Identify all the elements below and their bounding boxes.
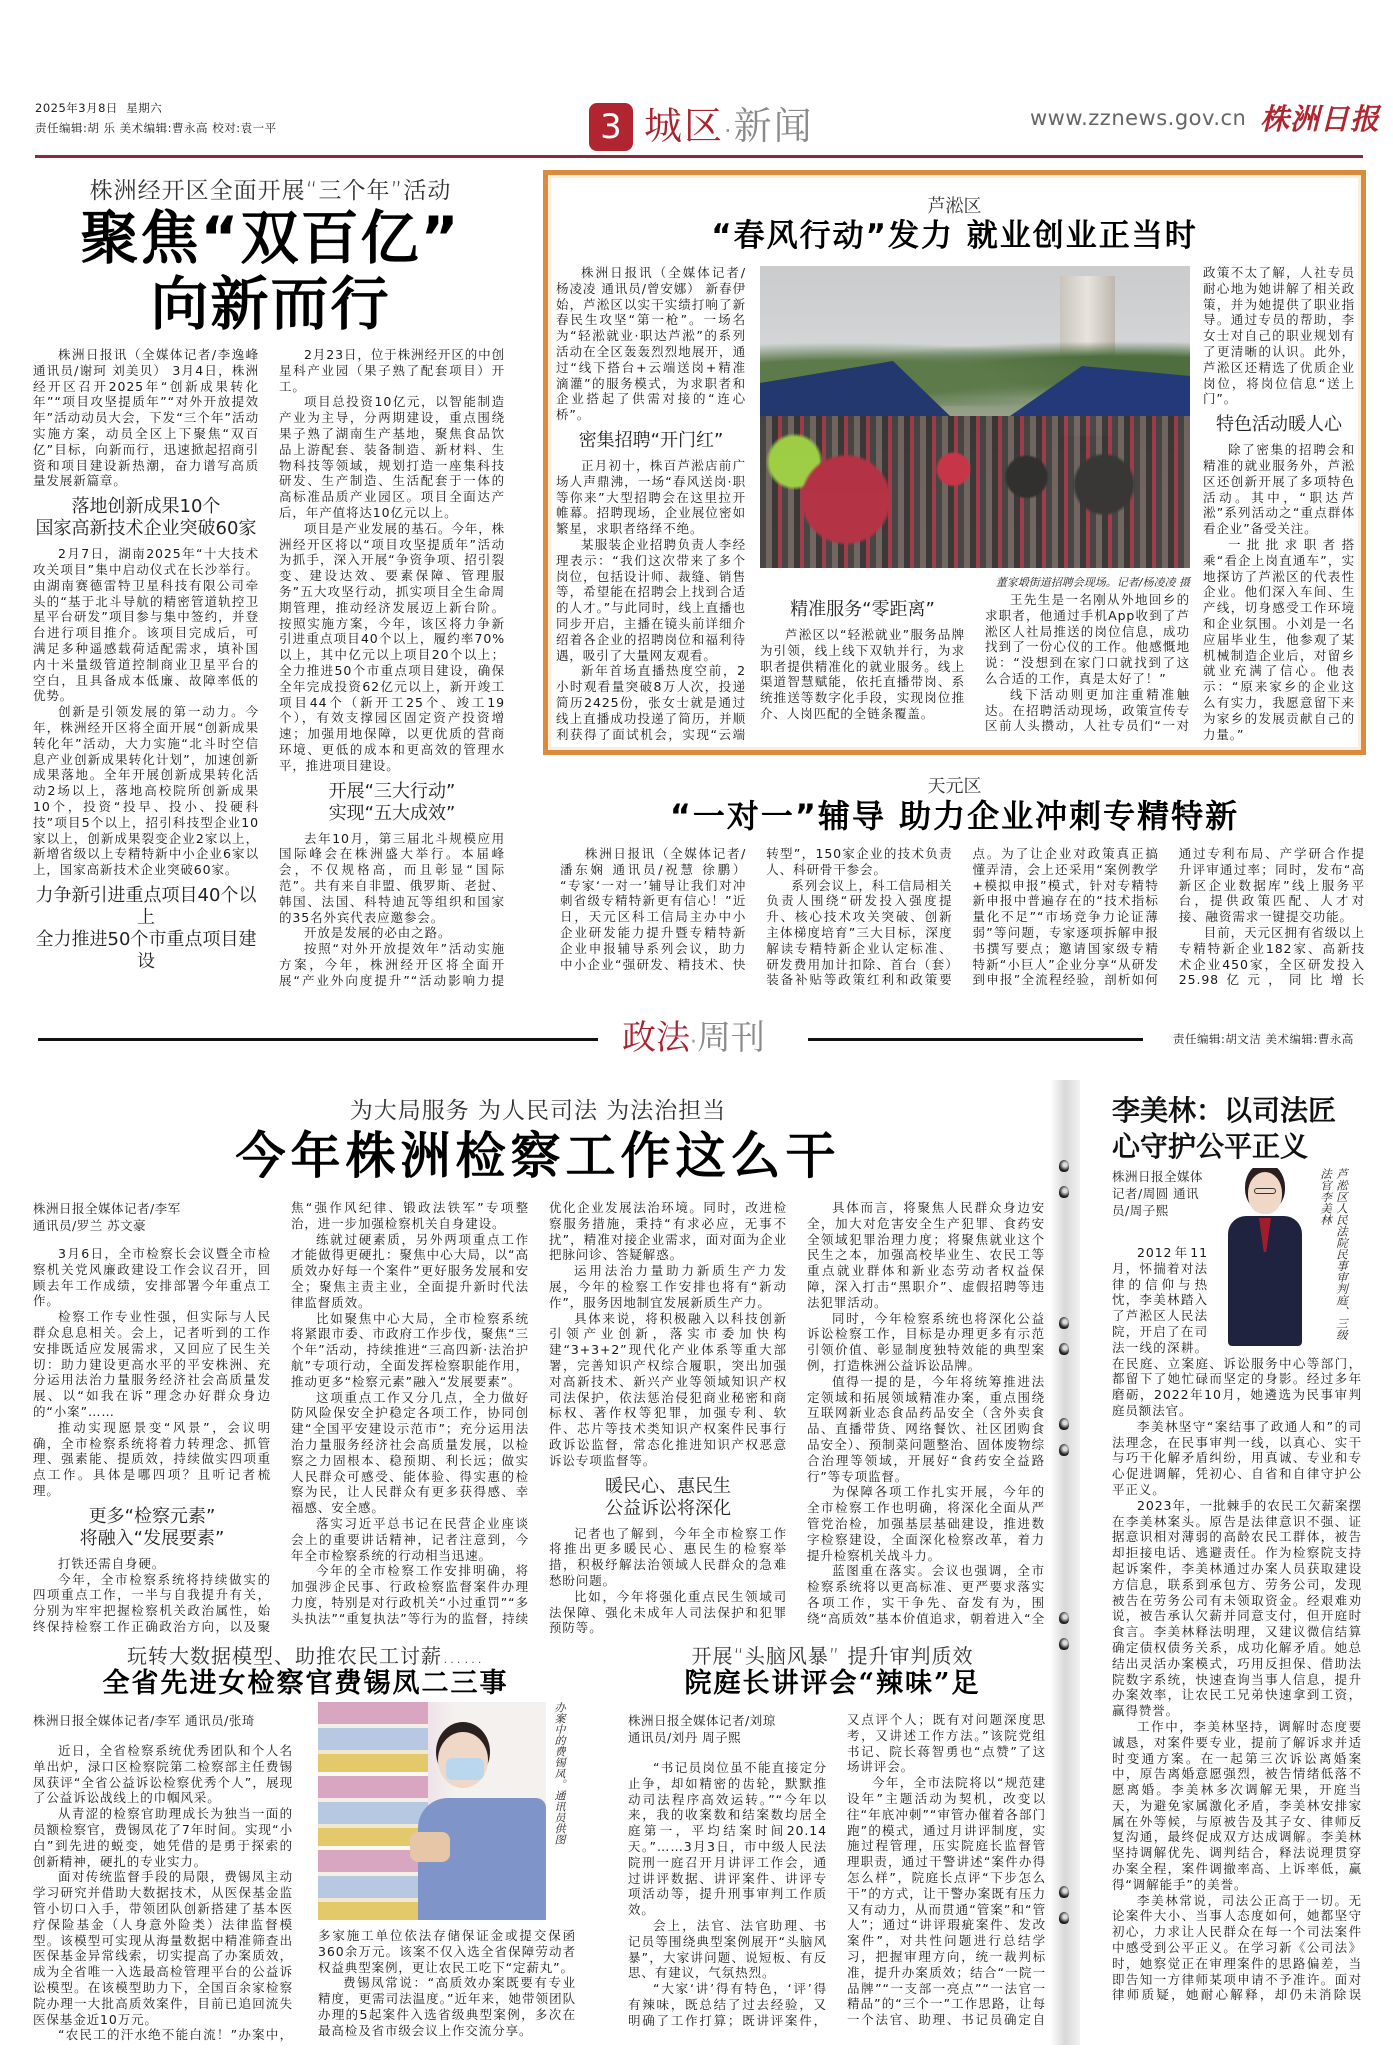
paragraph: 近日，全省检察系统优秀团队和个人名单出炉，渌口区检察院第二检察部主任费锡凤获评“全省公益诉讼检察优秀个人”，展现了公益诉讼战线上的巾帼风采。	[33, 1743, 293, 1806]
binder-strip	[1050, 1080, 1080, 2045]
paragraph: 蓝图重在落实。会议也强调，全市检察系统将以更高标准、更严要求落实各项工作，实干争先、奋发有为，围绕“高质效”基本价值追求，朝着进入“全	[807, 1563, 1045, 1626]
section-title-sub: 新闻	[733, 104, 814, 148]
paragraph: 为保障各项工作扎实开展，今年的全市检察工作也明确，将深化全面从严管党治检，加强基层基础建设，推进数字检察建设，全面深化检察改革，着力提升检察机关战斗力。	[807, 1484, 1045, 1563]
binder-ring-icon	[1059, 1886, 1069, 1898]
section-title-sub: 周刊	[697, 1018, 765, 1058]
subheading: 力争新引进重点项目40个以上 全力推进50个市重点项目建设	[35, 884, 257, 972]
section-title	[644, 100, 814, 157]
editor-credits: 责任编辑:胡 乐 美术编辑:曹永高 校对:袁一平	[35, 121, 277, 135]
paragraph: 按照“对外开放提效年”活动实施方案，今年，株洲经开区将全面开展“产业外向度提升”“活动影响力提	[279, 941, 505, 988]
paragraph: 比如，今年将强化重点民生领域司法保障、强化未成年人司法保护和犯罪预防等。	[549, 1588, 787, 1636]
paragraph: 王先生是一名刚从外地回乡的求职者，他通过手机App收到了芦淞区人社局推送的岗位信息，成功找到了一份心仪的工作。他感慨地说：“没想到在家门口就找到了这么合适的工作，真是太好了！”	[985, 592, 1190, 686]
byline-correspondent: 通讯员/罗兰 苏文豪	[33, 1218, 147, 1233]
article-body	[560, 846, 1365, 996]
district-label: 天元区	[927, 776, 982, 797]
photo-caption: 董家塅街道招聘会现场。记者/杨凌凌 摄	[995, 576, 1190, 589]
paragraph: 练就过硬素质，另外两项重点工作才能做得更硬扎：聚焦中心大局，以“高质效办好每一个案件”更好服务发展和安全；聚焦主责主业，全面提升新时代法律监督质效。	[291, 1231, 529, 1310]
portrait-glasses	[1254, 1188, 1276, 1194]
profile-paragraphs	[1112, 1245, 1362, 2003]
byline: 株洲日报全媒体记者/周圆 通讯员/周子熙	[1112, 1169, 1204, 1218]
photo-caption: 办案中的费锡凤。通讯员供图	[553, 1702, 566, 1845]
section-divider-right	[808, 1038, 1143, 1041]
article-headline: 院庭长讲评会“辣味”足	[684, 1668, 981, 1699]
paragraph: 2023年，一批棘手的农民工欠薪案摆在李美林案头。原告是法律意识不强、证据意识相对薄弱的高龄农民工群体，被告却拒接电话、逃避责任。作为检察院支持起诉案件，李美林通过办案人员获取建设方信息，联系到承包方、劳务公司，发现被告在劳务公司有未领取资金。经艰难劝说，被告承认欠薪并同意支付，但开庭时食言。李美林释法明理，又建议微信结算确定债权债务关系，成功化解矛盾。她总结出灵活办案模式，巧用反担保、借助法院数字系统，快速查询当事人信息，提升办案效率，让农民工兄弟快速拿到工资，赢得赞誉。	[1112, 1497, 1362, 1719]
binder-ring-icon	[1059, 1160, 1069, 1172]
paragraph: 株洲日报讯（全媒体记者/潘东娴 通讯员/祝慧 徐鹏） “专家‘一对一’辅导让我们对冲刺省级专精特新更有信心！”近日，天元区科工信局主办中小企业研发能力提升暨专精特新企业申报辅导系列会议，助力中小企业“强研发、精技术、快转型”，150家企业的技术负责人、科研骨干参会。	[560, 846, 953, 972]
section-title-main: 城区	[644, 104, 725, 148]
binder-ring-icon	[1059, 1317, 1069, 1329]
subheading: 开展“三大行动” 实现“五大成效”	[328, 780, 456, 824]
article-kicker: 玩转大数据模型、助推农民工讨薪……	[127, 1644, 484, 1668]
article-kicker: 株洲经开区全面开展“三个年”活动	[89, 178, 452, 204]
crowd-shape	[760, 416, 1190, 568]
profile-headline: 李美林：以司法匠心守护公平正义	[1112, 1094, 1337, 1163]
article-paragraphs	[33, 1200, 1045, 1640]
district-label: 芦淞区	[927, 196, 982, 217]
paragraph	[318, 2039, 576, 2040]
section-title-main: 政法	[622, 1018, 690, 1058]
binder-ring-icon	[1059, 1343, 1069, 1355]
article-body	[628, 1712, 1046, 2042]
paragraph: 开放是发展的必由之路。	[304, 925, 452, 941]
paragraph: 具体来说，将积极融入以科技创新引领产业创新，落实市委加快构建“3+3+2”现代化产业体系等重大部署，完善知识产权综合履职，突出加强对高新技术、新兴产业等领域知识产权司法保护，依法惩治侵犯商业秘密和商标权、著作权等犯罪，加强专利、软件、芯片等技术类知识产权案件民事行政诉讼监督，常态化推进知识产权恶意诉讼专项监督等。	[549, 1310, 787, 1468]
paragraph: 2月7日，湖南2025年“十大技术攻关项目”集中启动仪式在长沙举行。由湖南赛德雷特卫星科技有限公司牵头的“基于北斗导航的精密管道轨控卫星平台研发”项目参与集中签约，并登台进行项目推介。该项目完成后，可满足多种遥感载荷适配需求，填补国内十米量级管道控制商业卫星平台的空白，且具备成本低廉、故障率低的优势。	[33, 546, 259, 704]
paragraph: “书记员岗位虽不能直接定分止争，却如精密的齿轮，默默推动司法程序高效运转。”“今年以来，我的收案数和结案数均居全庭第一，平均结案时间20.14天。”……3月3日，市中级人民法院刑一庭召开月讲评工作会，通过讲评数据、讲评案件、讲评专项活动等，提升刑事审判工作质效。	[628, 1760, 827, 1918]
masthead-rule	[35, 155, 1363, 158]
product-in-hand	[410, 1832, 450, 1862]
paragraph: 运用法治力量助力新质生产力发展，今年的检察工作安排也将有“新动作”，服务因地制宜发展新质生产力。	[549, 1263, 787, 1310]
profile-body	[1112, 1168, 1362, 2003]
byline: 株洲日报全媒体记者/李军 通讯员/张琦	[33, 1713, 255, 1728]
paragraph: 株洲日报讯（全媒体记者/李逸峰 通讯员/谢珂 刘美贝） 3月4日，株洲经开区召开2025年“创新成果转化年”“项目攻坚提质年”“对外开放提效年”活动动员大会，下发“三个年”活动实施方案，动员全区上下聚焦“双百亿”目标，向新而行，迅速掀起招商引资和项目建设新热潮，奋力谱写高质量发展新篇章。	[33, 347, 259, 489]
section-title-sep: ·	[690, 1030, 697, 1055]
subheading: 暖民心、惠民生 公益诉讼将深化	[605, 1475, 731, 1519]
website-url[interactable]: www.zznews.gov.cn	[1030, 106, 1247, 130]
headline-line: 向新而行	[150, 270, 391, 338]
prosecutor-photo	[318, 1702, 546, 1920]
page-number-badge: 3	[589, 103, 633, 151]
newspaper-logo: 株洲日报	[1260, 102, 1381, 136]
article-body-col2	[318, 1928, 576, 2040]
photo-caption: 芦淞区人民法院民事审判庭、三级法官李美林	[1319, 1168, 1349, 1341]
binder-ring-icon	[1059, 1186, 1069, 1198]
paragraph: 除了密集的招聘会和精准的就业服务外，芦淞区还创新开展了多项特色活动。其中，“职达芦淞”系列活动之“重点群体看企业”备受关注。	[1203, 442, 1355, 537]
paragraph: 多家施工单位依法存储保证金或提交保函360余万元。该案不仅入选全省保障劳动者权益典型案例，更让农民工吃下“定薪丸”。	[318, 1928, 576, 1975]
paragraph: 今年，全市检察系统将持续做实的四项重点工作，一半与自我提升有关，分别为牢牢把握检察机关政治属性，始终保持检察工作正确政治方向，以及聚焦“强作风纪律、锻政法铁军”专项整治，进一步加强检察机关自身建设。	[33, 1200, 529, 1634]
editor-credits: 责任编辑:胡文洁 美术编辑:曹永高	[1173, 1032, 1354, 1046]
paragraph: 比如聚焦中心大局，全市检察系统将紧跟市委、市政府工作步伐，聚焦“三个年”活动，持续推进“三高四新·法治护航”专项行动，全面发挥检察职能作用，推动更多“检察元素”融入“发展要素”。	[291, 1310, 529, 1389]
paragraph: 项目是产业发展的基石。今年，株洲经开区将以“项目攻坚提质年”活动为抓手，深入开展“争资争项、招引裂变、建设达效、要素保障、管理服务”五大攻坚行动，抓实项目全生命周期管理，推动经济发展迈上新台阶。按照实施方案，今年，该区将力争新引进重点项目40个以上，履约率70%以上，其中亿元以上项目20个以上；全力推进50个市重点项目建设，确保全年完成投资62亿元以上，新开竣工项目44个（新开工25个、竣工19个），有效支撑园区固定资产投资增速；加强用地保障，以更优质的营商环境、更低的成本和更高效的管理水平，推进项目建设。	[279, 520, 505, 773]
paragraph: 项目总投资10亿元，以智能制造产业为主导，分两期建设，重点围绕果子熟了湖南生产基地，聚焦食品饮品上游配套、装备制造、新材料、生物科技等领域，规划打造一座集科技研发、生产制造、生活配套于一体的高标准品质产业园区。项目全面达产后，年产值将达10亿元以上。	[279, 394, 505, 520]
subheading: 密集招聘“开门红”	[578, 429, 724, 451]
paragraph: 株洲日报讯（全媒体记者/杨凌凌 通讯员/曾安娜） 新春伊始，芦淞区以实干实绩打响了新春民生攻坚“第一枪”。一场名为“轻淞就业·职达芦淞”的系列活动在全区轰轰烈烈地展开，通过“线下搭台+云端送岗+精准滴灌”的服务模式，为求职者和企业搭起了供需对接的“连心桥”。	[556, 265, 746, 423]
paragraph: 打铁还需自身硬。	[58, 1555, 166, 1571]
paragraph	[1203, 742, 1355, 743]
paragraph: 正月初十，株百芦淞店前广场人声鼎沸，一场“春风送岗·职等你来”大型招聘会在这里拉开帷幕。招聘现场，企业展位密如繁星，求职者络绎不绝。	[556, 457, 746, 537]
paragraph: 检察工作专业性强，但实际与人民群众息息相关。会上，记者听到的工作安排既适应发展需求，又回应了民生关切：助力建设更高水平的平安株洲、充分运用法治力量服务经济社会高质量发展、以“如我在诉”理念办好群众身边的“小案”……	[33, 1309, 271, 1419]
paragraph: 线下活动则更加注重精准触达。在招聘活动现场，政策宣传专区前人头攒动，人社专员们“一对	[985, 686, 1190, 734]
binder-ring-icon	[1059, 1912, 1069, 1924]
article-body	[33, 347, 505, 995]
headline-line: 聚焦“双百亿”	[80, 204, 461, 272]
store-shelf	[318, 1702, 428, 1920]
paragraph: 2月23日，位于株洲经开区的中创星科产业园（果子熟了配套项目）开工。	[279, 347, 505, 394]
byline	[628, 1712, 827, 1746]
paragraph: 创新是引领发展的第一动力。今年，株洲经开区将全面开展“创新成果转化年”活动，大力实施“北斗时空信息产业创新成果转化计划”，加速创新成果落地。全年开展创新成果转化活动2场以上，落地高校院所创新成果10个，投资“投早、投小、投硬科技”项目5个以上，招引科技型企业10家以上，创新成果裂变企业2家以上，新增省级以上专精特新中小企业6家以上，国家高新技术企业突破60家。	[33, 704, 259, 878]
article-headline: “春风行动”发力 就业创业正当时	[711, 218, 1198, 254]
binder-ring-icon	[1059, 1612, 1069, 1624]
article-paragraphs	[628, 1712, 1046, 2042]
article-headline: 今年株洲检察工作这么干	[235, 1127, 841, 1185]
subheading: 落地创新成果10个 国家高新技术企业突破60家	[35, 496, 257, 540]
subheading: 精准服务“零距离”	[790, 599, 935, 620]
paragraph: 推动实现愿景变“风景”，会议明确，全市检察系统将着力转理念、抓管理、强素能、提质效，持续做实四项重点工作。具体是哪四项？且听记者梳理。	[33, 1419, 271, 1498]
section-divider-left	[38, 1038, 598, 1041]
article-kicker: 开展“头脑风暴” 提升审判质效	[691, 1644, 974, 1668]
paragraph: 同时，今年检察系统也将深化公益诉讼检察工作，目标是办理更多有示范引领价值、彰显制度独特效能的典型案例，打造株洲公益诉讼品牌。	[807, 1310, 1045, 1373]
section-title	[622, 1016, 765, 1065]
paragraph: 会上，法官、法官助理、书记员等围绕典型案例展开“头脑风暴”，大家讲问题、说短板、有反思、有建议，气氛热烈。	[628, 1917, 827, 1981]
judge-portrait	[1214, 1168, 1314, 1346]
article-body	[33, 1200, 1045, 1640]
article-body-col1	[33, 1712, 293, 2042]
paragraph: 从青涩的检察官助理成长为独当一面的员额检察官，费锡凤花了7年时间。实现“小白”到先进的蜕变，她凭借的是勇于探索的创新精神，硬扎的专业实力。	[33, 1806, 293, 1869]
article-body-middle	[760, 592, 1190, 744]
binder-ring-icon	[1059, 1444, 1069, 1456]
paragraph: 3月6日，全市检察长会议暨全市检察机关党风廉政建设工作会议召开，回顾去年工作成绩，安排部署今年重点工作。	[33, 1246, 271, 1309]
paragraph: 值得一提的是，今年将统筹推进法定领域和拓展领域精准办案，重点围绕互联网新业态食品药品安全（含外卖食品、直播带货、网络餐饮、社区团购食品安全）、预制菜问题整治、固体废物综合治理等领域，开展好“食药安全益路行”等专项监督。	[807, 1373, 1045, 1484]
paragraph: 费锡凤常说：“高质效办案既要有专业精度，更需司法温度。”近年来，她带领团队办理的5起案件入选省级典型案例，多次在最高检及省市级会议上作交流分享。	[318, 1975, 576, 2038]
article-body-col1	[556, 265, 746, 743]
paragraph: 2012年11月，怀揣着对法律的信仰与热忱，李美林踏入了芦淞区人民法院，开启了在司法一线的深耕。在民庭、立案庭、诉讼服务中心等部门，都留下了她忙碌而坚定的身影。经过多年磨砺，2022年10月，她遴选为民事审判庭员额法官。	[1112, 1245, 1362, 1418]
byline-correspondent: 通讯员/刘丹 周子熙	[628, 1730, 742, 1745]
article-headline: 全省先进女检察官费锡凤二三事	[102, 1668, 509, 1699]
job-fair-photo	[760, 266, 1190, 568]
paragraph: 这项重点工作又分几点，全力做好防风险保安全护稳定各项工作，协同创建“全国平安建设示范市”；充分运用法治力量服务经济社会高质量发展，以检察之力固根本、稳预期、利长远；做实人民群众可感受、能体验、得实惠的检察为民，让人民群众有更多获得感、幸福感、安全感。	[291, 1389, 529, 1516]
subheading: 特色活动暖人心	[1216, 414, 1342, 436]
article-headline: “一对一”辅导 助力企业冲刺专精特新	[669, 797, 1240, 835]
article-paragraphs	[33, 1743, 293, 2042]
face-mask	[446, 1758, 484, 1780]
paragraph: 记者也了解到，今年全市检察工作将推出更多暖民心、惠民生的检察举措，积极纾解法治领域人民群众的急难愁盼问题。	[549, 1525, 787, 1588]
article-headline	[33, 205, 508, 337]
date: 2025年3月8日	[35, 101, 118, 115]
paragraph: 面对传统监督手段的局限，费锡凤主动学习研究并借助大数据技术，从医保基金监管小切口入手，带领团队创新搭建了基本医疗保险基金（人身意外险类）法律监督模型。该模型可实现从海量数据中精准筛查出医保基金异常线索，切实提高了办案质效，成为全省唯一入选最高检管理平台的公益诉讼模型。在该模型助力下，全国百余家检察院办理一大批高质效案件，目前已追回流失医保基金近10万元。	[33, 1869, 293, 2027]
article-body-col3	[1203, 265, 1355, 743]
paragraph: 李美林坚守“案结事了政通人和”的司法理念，在民事审判一线，以真心、实干与巧干化解矛盾纠纷，用真诚、专业和专心促进调解，凭初心、自省和自律守护公平正义。	[1112, 1418, 1362, 1497]
section-title-sep: ·	[724, 117, 734, 145]
paragraph: 工作中，李美林坚持，调解时态度要诚恳，对案件要专业，提前了解诉求并适时变通方案。在一起第三次诉讼离婚案中，原告离婚意愿强烈，被告情绪低落不愿离婚。李美林多次调解无果，开庭当天，为避免家属激化矛盾，李美林安排家属在外等候，与原被告及其子女、律师反复沟通，最终促成双方达成调解。李美林坚持调解优先、调判结合，释法说理贯穿办案全程，案件调撤率高、上诉率低，赢得“调解能手”的美誉。	[1112, 1718, 1362, 1892]
byline	[33, 1200, 271, 1234]
byline-reporter: 株洲日报全媒体记者/刘琼	[628, 1713, 776, 1728]
profile-photo-wrap	[1214, 1168, 1362, 1346]
paragraph: 某服装企业招聘负责人李经理表示：“我们这次带来了多个岗位，包括设计师、裁缝、销售等，希望能在招聘会上找到合适的人才。”与此同时，线上直播也同步开启，主播在镜头前详细介绍着各企业的招聘岗位和福利待遇，吸引了大量网友观看。	[556, 536, 746, 663]
paragraph: 芦淞区以“轻淞就业”服务品牌为引领，线上线下双轨并行，为求职者提供精准化的就业服务。线上渠道智慧赋能，依托直播带岗、系统推送等数字化手段，实现岗位推介、人岗匹配的全链条覆盖。	[760, 627, 965, 721]
subheading: 更多“检察元素” 将融入“发展要素”	[79, 1505, 225, 1549]
paragraph: “农民工的汗水绝不能白流！”办案中，	[58, 2027, 293, 2042]
paragraph: 去年10月，第三届北斗规模应用国际峰会在株洲盛大举行。本届峰会，不仅规格高，而且彰显“国际范”。共有来自非盟、俄罗斯、老挝、韩国、法国、科特迪瓦等组织和国家的35名外宾代表应邀参会。	[279, 830, 505, 925]
binder-ring-icon	[1059, 1418, 1069, 1430]
byline-reporter: 株洲日报全媒体记者/李军	[33, 1201, 181, 1216]
article-kicker: 为大局服务 为人民司法 为法治担当	[349, 1098, 727, 1124]
paragraph: 落实习近平总书记在民营企业座谈会上的重要讲话精神，记者注意到，今年全市检察系统的行动相当迅速。	[291, 1515, 529, 1563]
paragraph: 李美林常说，司法公正高于一切。无论案件大小、当事人态度如何，她都坚守初心，力求让人民群众在每一个司法案件中感受到公平正义。在学习新《公司法》时，她察觉正在审理案件的思路偏差，当即告知一方律师某项申请不予准许。面对律师质疑，她耐心解释，却仍未消除误	[1112, 1892, 1362, 2003]
paragraph: 今年，全市法院将以“规范建设年”主题活动为契机，改变以往“年底冲刺”“审管办催着各部门跑”的模式，通过月讲评制度，实施过程管理，压实院庭长监督管理职责，通过干警讲述“案件办得怎么样”，院庭长点评“下步怎么干”的方式，让干警办案既有压力又有动力，从而贯通“管案”和“管人”；通过“讲评瑕疵案件、发改案件”，对共性问题进行总结学习，把握审理方向，统一裁判标准，提升办案质效；结合“一院一品牌”“一支部一亮点”“一法官一精品”的“三个一”工作思路，让每一个法官、助理、书记员确定自	[847, 1775, 1046, 2028]
binder-ring-icon	[1059, 1638, 1069, 1650]
paragraph: 目前，天元区拥有省级以上专精特新企业182家、高新技术企业450家，全区研发投入25.98亿元，同比增长	[1178, 924, 1365, 988]
paragraph: “大家‘讲’得有特色，‘评’得有辣味，既总结了过去经验，又明确了工作打算；既讲评案件，又点评个人；既有对问题深度思考，又讲述工作方法。”该院党组书记、院长蒋智勇也“点赞”了这场讲评会。	[628, 1712, 1046, 2028]
paragraph: 今年的全市检察工作安排明确，将加强涉企民事、行政检察监督案件办理力度，特别是对行政机关“小过重罚”“多头执法”“重复执法”等行为的监督，持续优化企业发展法治环境。同时，改进检察服务措施，秉持“有求必应，无事不扰”，精准对接企业需求，面对面为企业把脉问诊、答疑解惑。	[291, 1200, 787, 1626]
issue-date	[35, 100, 162, 116]
paragraph: 新年首场直播热度空前，2小时观看量突破8万人次，投递简历2425份，张女士就是通过线上直播成功投递了简历，并顺利获得了面试机会，实现“云端	[556, 663, 746, 742]
paragraph: 具体而言，将聚焦人民群众身边安全，加大对危害安全生产犯罪、食药安全领域犯罪治理力度；将聚焦就业这个民生之本，加强高校毕业生、农民工等重点就业群体和新业态劳动者权益保障，深入打击“黑职介”、虚假招聘等违法犯罪活动。	[807, 1200, 1045, 1310]
paragraph: 一批批求职者搭乘“看企上岗直通车”，实地探访了芦淞区的代表性企业。他们深入车间、生产线，切身感受工作环境和企业氛围。小刘是一名应届毕业生，他参观了某机械制造企业后，对留乡就业充满了信心。他表示：“原来家乡的企业这么有实力，我愿意留下来为家乡的发展贡献自己的力量。”	[1203, 536, 1355, 742]
paragraph: 政策不太了解，人社专员耐心地为她讲解了相关政策，并为她提供了职业指导。通过专员的帮助，李女士对自己的职业规划有了更清晰的认识。此外，芦淞区还精选了优质企业岗位，将岗位信息“送上门”。	[1203, 265, 1355, 407]
paragraph: 系列会议上，科工信局相关负责人围绕“研发投入强度提升、核心技术攻关突破、创新主体梯度培育”三大目标，深度解读专精特新企业认定标准、研发费用加计扣除、首台（套）装备补贴等政策红利和政策要点。为了让企业对政策真正搞懂弄清，会上还采用“案例教学+模拟申报”模式，针对专精特新申报中普遍存在的“技术指标量化不足”“市场竞争力论证薄弱”等问题，专家逐项拆解申报书撰写要点；邀请国家级专精特新“小巨人”企业分享“从研发到申报”全流程经验，剖析如何通过专利布局、产学研合作提升评审通过率；同时，发布“高新区企业数据库”线上服务平台，提供政策匹配、人才对接、融资需求一键提交功能。	[766, 846, 1365, 988]
weekday: 星期六	[126, 101, 163, 115]
